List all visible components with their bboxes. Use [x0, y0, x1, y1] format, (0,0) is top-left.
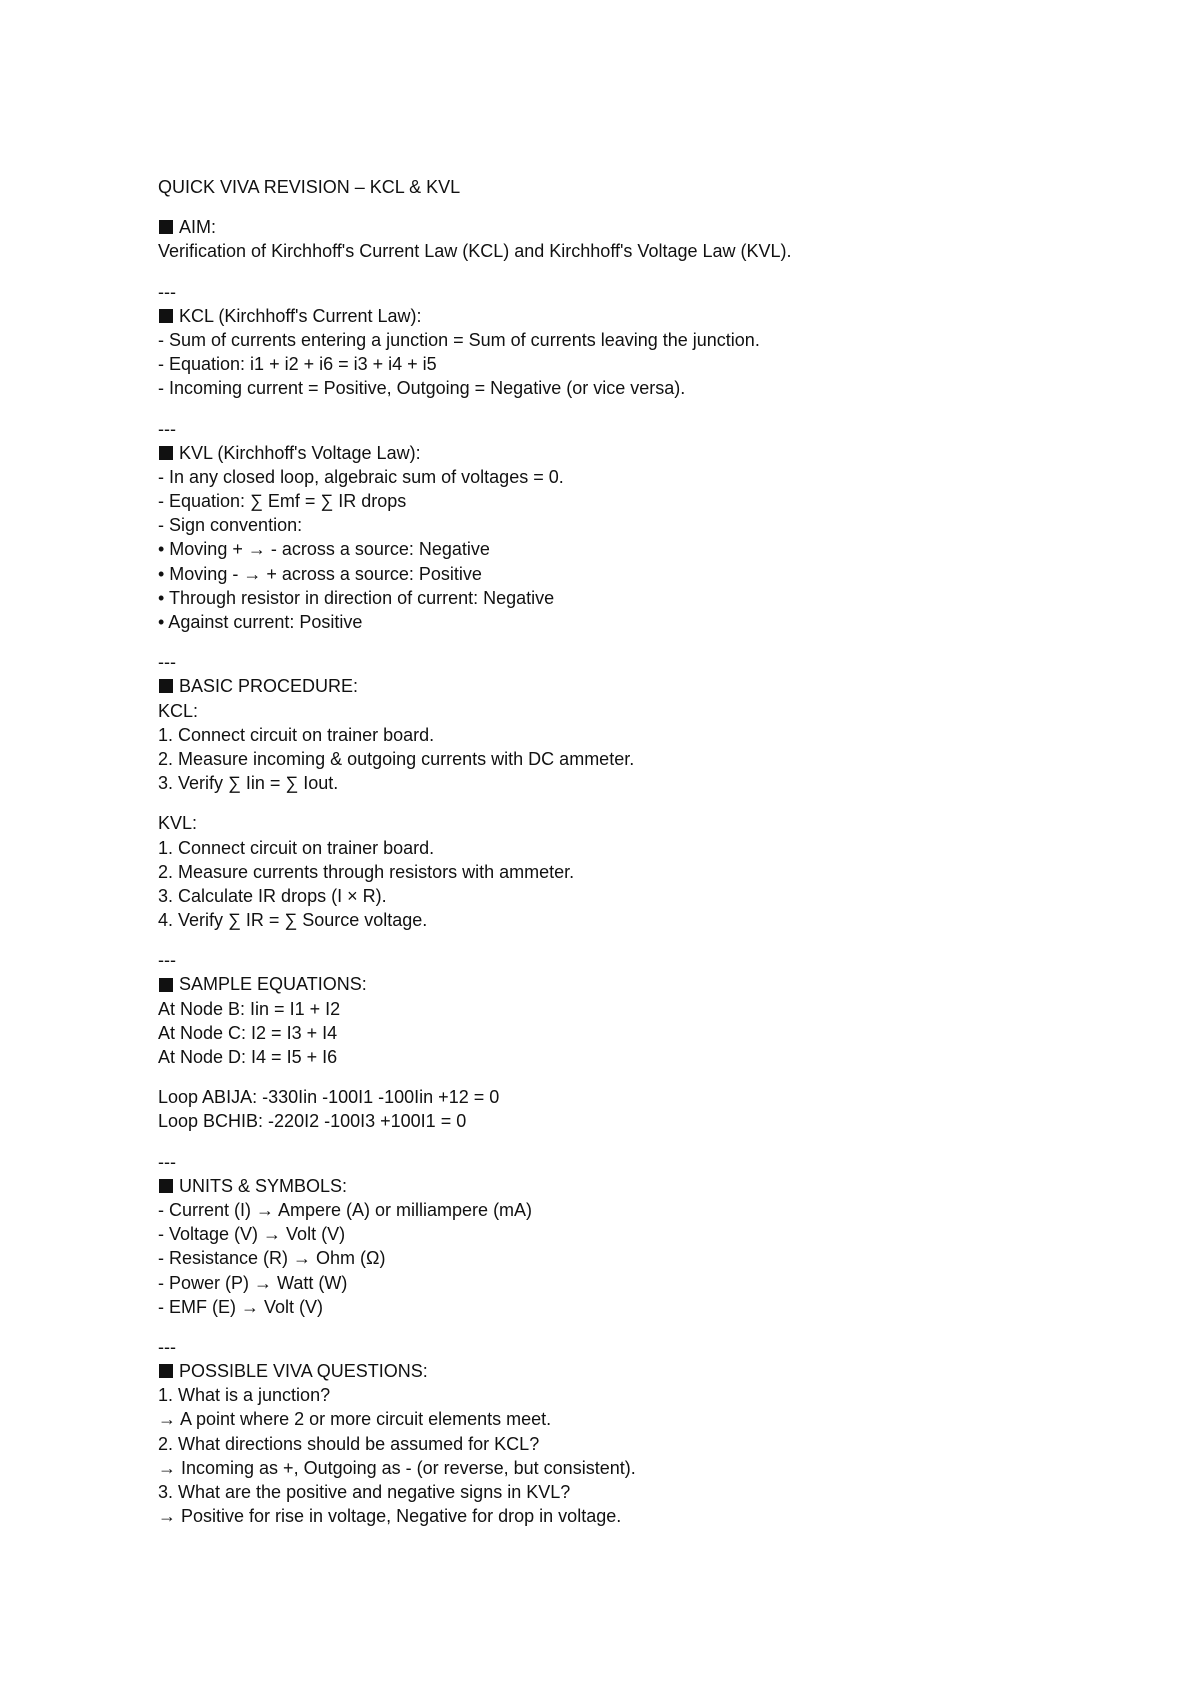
question-line: 2. What directions should be assumed for KCL? [158, 1433, 540, 1454]
node-equation: At Node B: Iin = I1 + I2 [158, 998, 341, 1019]
kvl-line: - Equation: ∑ Emf = ∑ IR drops [158, 491, 407, 512]
square-bullet-icon [159, 679, 173, 693]
document-page [158, 175, 1158, 1528]
procedure-step: 3. Verify ∑ Iin = ∑ Iout. [158, 773, 339, 794]
procedure-heading [158, 674, 1158, 698]
section-separator: --- [158, 281, 176, 302]
section-separator: --- [158, 950, 176, 971]
unit-line: - EMF (E) → Volt (V) [158, 1296, 324, 1317]
document-title: QUICK VIVA REVISION – KCL & KVL [158, 177, 461, 197]
kvl-line: - Sign convention: [158, 515, 303, 536]
procedure-heading-text: BASIC PROCEDURE: [179, 676, 359, 697]
units-heading [158, 1174, 1158, 1198]
questions-heading [158, 1359, 1158, 1383]
kcl-heading [158, 304, 1158, 328]
spacer [158, 932, 1158, 948]
spacer [158, 1134, 1158, 1150]
section-separator: --- [158, 652, 176, 673]
question-line: 3. What are the positive and negative signs in KVL? [158, 1482, 571, 1502]
answer-line: → Positive for rise in voltage, Negative for drop in voltage. [158, 1506, 622, 1527]
loop-equation: Loop ABIJA: -330Iin -100I1 -100Iin +12 = 0 [158, 1087, 500, 1108]
procedure-kcl-label: KCL: [158, 700, 199, 721]
kcl-line: - Sum of currents entering a junction = Sum of currents leaving the junction. [158, 329, 760, 350]
spacer [158, 795, 1158, 811]
aim-heading-text: AIM: [179, 217, 217, 238]
kcl-heading-text: KCL (Kirchhoff's Current Law): [179, 305, 422, 326]
spacer [158, 1069, 1158, 1085]
square-bullet-icon [159, 978, 173, 992]
unit-line: - Power (P) → Watt (W) [158, 1272, 348, 1293]
kvl-line: - In any closed loop, algebraic sum of voltages = 0. [158, 466, 564, 487]
equations-heading [158, 972, 1158, 996]
aim-line: Verification of Kirchhoff's Current Law (KCL) and Kirchhoff's Voltage Law (KVL). [158, 241, 792, 262]
procedure-step: 4. Verify ∑ IR = ∑ Source voltage. [158, 910, 428, 931]
equations-heading-text: SAMPLE EQUATIONS: [179, 974, 367, 995]
spacer [158, 264, 1158, 280]
aim-heading [158, 215, 1158, 239]
section-separator: --- [158, 418, 176, 439]
kcl-line: - Equation: i1 + i2 + i6 = i3 + i4 + i5 [158, 354, 437, 375]
procedure-kvl-label: KVL: [158, 813, 198, 834]
question-line: 1. What is a junction? [158, 1385, 331, 1406]
kvl-heading [158, 441, 1158, 465]
unit-line: - Current (I) → Ampere (A) or milliampere (mA) [158, 1199, 533, 1220]
kvl-line: • Moving - → + across a source: Positive [158, 563, 482, 584]
node-equation: At Node C: I2 = I3 + I4 [158, 1022, 338, 1043]
kvl-line: • Against current: Positive [158, 612, 363, 632]
answer-line: → Incoming as +, Outgoing as - (or reverse, but consistent). [158, 1457, 636, 1478]
section-separator: --- [158, 1151, 176, 1172]
square-bullet-icon [159, 1364, 173, 1378]
square-bullet-icon [159, 1179, 173, 1193]
procedure-step: 1. Connect circuit on trainer board. [158, 837, 435, 858]
square-bullet-icon [159, 309, 173, 323]
kvl-heading-text: KVL (Kirchhoff's Voltage Law): [179, 442, 421, 463]
spacer [158, 401, 1158, 417]
node-equation: At Node D: I4 = I5 + I6 [158, 1047, 338, 1067]
questions-heading-text: POSSIBLE VIVA QUESTIONS: [179, 1361, 428, 1382]
kvl-line: • Moving + → - across a source: Negative [158, 539, 490, 560]
spacer [158, 199, 1158, 215]
kvl-line: • Through resistor in direction of current: Negative [158, 587, 555, 608]
square-bullet-icon [159, 220, 173, 234]
loop-equation: Loop BCHIB: -220I2 -100I3 +100I1 = 0 [158, 1111, 467, 1132]
unit-line: - Resistance (R) → Ohm (Ω) [158, 1248, 386, 1269]
procedure-step: 2. Measure incoming & outgoing currents with DC ammeter. [158, 748, 635, 769]
answer-line: → A point where 2 or more circuit elements meet. [158, 1409, 552, 1430]
units-heading-text: UNITS & SYMBOLS: [179, 1175, 348, 1196]
square-bullet-icon [159, 446, 173, 460]
spacer [158, 634, 1158, 650]
procedure-step: 2. Measure currents through resistors with ammeter. [158, 861, 575, 882]
spacer [158, 1319, 1158, 1335]
unit-line: - Voltage (V) → Volt (V) [158, 1224, 346, 1245]
kcl-line: - Incoming current = Positive, Outgoing = Negative (or vice versa). [158, 378, 686, 399]
procedure-step: 3. Calculate IR drops (I × R). [158, 885, 387, 906]
section-separator: --- [158, 1336, 176, 1357]
procedure-step: 1. Connect circuit on trainer board. [158, 724, 435, 745]
